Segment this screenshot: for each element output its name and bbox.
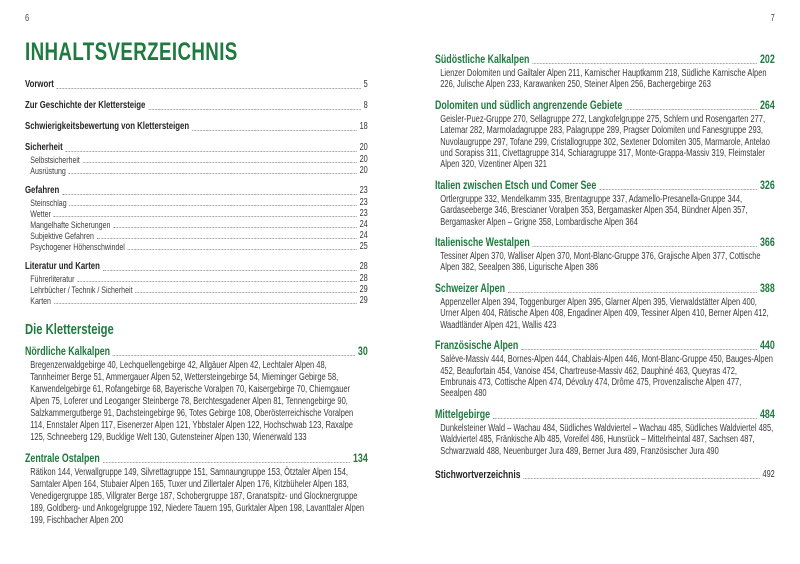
toc-entry-page: 24 bbox=[359, 219, 368, 230]
toc-entry-page: 25 bbox=[359, 241, 368, 252]
toc-entry-vorwort bbox=[25, 79, 368, 91]
toc-entry-page: 28 bbox=[359, 273, 368, 284]
section-label: Zentrale Ostalpen bbox=[25, 451, 100, 465]
toc-entry-gefahren bbox=[25, 185, 368, 197]
section-italienische-westalpen bbox=[435, 235, 775, 274]
toc-entry-label: Selbstsicherheit bbox=[30, 154, 80, 165]
section-page: 484 bbox=[759, 406, 775, 421]
dot-leader bbox=[113, 227, 356, 228]
dot-leader bbox=[69, 173, 357, 174]
toc-entry-page: 492 bbox=[762, 468, 775, 480]
toc-entry-label: Lehrbücher / Technik / Sicherheit bbox=[30, 284, 133, 295]
section-title-row bbox=[435, 235, 775, 249]
section-label: Dolomiten und südlich angrenzende Gebiete bbox=[435, 97, 623, 112]
section-page: 30 bbox=[357, 344, 368, 358]
page-right bbox=[435, 13, 775, 481]
section-body: Appenzeller Alpen 394, Toggenburger Alpen 395, Glarner Alpen 395, Vierwaldstätter Alpen 400, Urner Alpen 404, Rätische Alpen 408, Engadiner Alpen 409, Tessiner Alpen 410, Berner Alpen 412, Waadtländer Alpen 421, Wallis 423 bbox=[440, 296, 769, 331]
toc-entry-label: Stichwortverzeichnis bbox=[435, 468, 521, 481]
toc-entry-page: 23 bbox=[359, 208, 368, 219]
section-page: 440 bbox=[759, 338, 775, 353]
toc-entry-page: 28 bbox=[359, 261, 368, 272]
dot-leader bbox=[77, 281, 356, 282]
section-suedoestliche-kalkalpen bbox=[435, 52, 775, 91]
section-body: Ortlergruppe 332, Mendelkamm 335, Brentagruppe 337, Adamello-Presanella-Gruppe 344, Gardaseeberge 346, Brescianer Voralpen 353, Bergamasker Alpen 354, Bündner Alpen 357, Bergamasker Alpen – Grigne 358, Lombardische Alpen 364 bbox=[440, 193, 748, 228]
toc-entry-label: Subjektive Gefahren bbox=[30, 230, 94, 241]
toc-entry-literatur-und-karten bbox=[25, 261, 368, 273]
dot-leader bbox=[83, 162, 357, 163]
dot-leader bbox=[103, 462, 350, 463]
dot-leader bbox=[62, 194, 356, 195]
section-body: Bregenzerwaldgebirge 40, Lechquellengebirge 42, Allgäuer Alpen 42, Lechtaler Alpen 48, Tannheimer Berge 51, Ammergauer Alpen 52, Wettersteingebirge 54, Mieminger Gebirge 58, Karwendelgebirge 61, Rofangebirge 68, Bayerische Voralpen 70, Kaisergebirge 70, Chiemgauer Alpen 75, Loferer und Leoganger Steinberge 78, Berchtesgadener Alpen 81, Tennengebirge 90, Salzkammergutberge 91, Dachsteingebirge 96, Totes Gebirge 108, Oberösterreichische Voralpen 114, Ennstaler Alpen 117, Eisenerzer Alpen 121, Ybbstaler Alpen 122, Hochschwab 123, Raxalpe 125, Schneeberg 129, Bucklige Welt 130, Gutensteiner Alpen 130, Wienerwald 133 bbox=[30, 360, 354, 443]
toc-entry-label: Sicherheit bbox=[25, 142, 63, 153]
section-dolomiten bbox=[435, 98, 775, 171]
toc-entry-label: Mangelhafte Sicherungen bbox=[30, 219, 111, 230]
section-page: 366 bbox=[759, 235, 775, 250]
section-page: 326 bbox=[759, 177, 775, 192]
page-left bbox=[25, 13, 368, 527]
section-noerdliche-kalkalpen bbox=[25, 344, 368, 444]
section-label: Italien zwischen Etsch und Comer See bbox=[435, 177, 597, 192]
dot-leader bbox=[533, 246, 757, 247]
page-number-left: 6 bbox=[25, 13, 30, 24]
dot-leader bbox=[599, 189, 757, 190]
section-title-row bbox=[25, 451, 368, 465]
section-label: Französische Alpen bbox=[435, 338, 519, 353]
toc-entry-fuehrerliteratur bbox=[25, 273, 368, 284]
dot-leader bbox=[66, 151, 357, 152]
toc-title: INHALTSVERZEICHNIS bbox=[25, 38, 238, 66]
toc-entry-label: Schwierigkeitsbewertung von Klettersteigen bbox=[25, 121, 190, 132]
section-franzoesische-alpen bbox=[435, 338, 775, 400]
section-label: Nördliche Kalkalpen bbox=[25, 344, 111, 358]
toc-entry-geschichte bbox=[25, 100, 368, 112]
toc-entry-page: 8 bbox=[363, 100, 368, 111]
section-body: Dunkelsteiner Wald – Wachau 484, Südliches Waldviertel – Wachau 485, Südliches Waldviertel 485, Waldviertel 485, Fränkische Alb 485, Voreifel 486, Hunsrück – Mittelrheintal 487, Sachsen 487, Schwarzwald 488, Neuenburger Jura 489, Berner Jura 489, Französischer Jura 490 bbox=[440, 422, 774, 457]
toc-entry-page: 29 bbox=[359, 295, 368, 306]
section-body: Geisler-Puez-Gruppe 270, Sellagruppe 272, Langkofelgruppe 275, Schlern und Rosengarten 277, Latemar 282, Marmoladagruppe 283, Palagruppe 289, Pragser Dolomiten und Fanesgruppe 293, Nuvolaugruppe 297, Tofane 299, Cristallogruppe 302, Sextener Dolomiten 305, Marmarole, Antelao und Sorapiss 311, Civettagruppe 314, Schiaragruppe 317, Monte-Grappa-Massiv 319, Fleimstaler Alpen 320, Vizentiner Alpen 321 bbox=[440, 113, 770, 171]
section-title-row bbox=[435, 407, 775, 421]
page-number-right: 7 bbox=[770, 13, 775, 24]
section-body: Lienzer Dolomiten und Gailtaler Alpen 211, Karnischer Hauptkamm 218, Südliche Karnische Alpen 226, Julische Alpen 233, Karawanken 250, Steiner Alpen 256, Bachergebirge 263 bbox=[440, 68, 767, 91]
dot-leader bbox=[148, 109, 360, 110]
toc-entry-page: 20 bbox=[359, 165, 368, 176]
section-title-row bbox=[435, 178, 775, 192]
dot-leader bbox=[54, 216, 357, 217]
section-page: 134 bbox=[352, 451, 368, 465]
toc-entry-subjektive-gefahren bbox=[25, 230, 368, 241]
section-zentrale-ostalpen bbox=[25, 451, 368, 527]
toc-entry-label: Steinschlag bbox=[30, 197, 67, 208]
dot-leader bbox=[57, 88, 361, 89]
section-body: Salève-Massiv 444, Bornes-Alpen 444, Chablais-Alpen 446, Mont-Blanc-Gruppe 450, Bauges-Alpen 452, Beaufortain 454, Vanoise 454, Chartreuse-Massiv 462, Dauphiné 463, Queyras 472, Embrunais 473, Cottische Alpen 474, Dévoluy 474, Drôme 475, Provenzalische Alpen 477, Seealpen 480 bbox=[440, 354, 773, 400]
section-title-row bbox=[435, 52, 775, 66]
toc-entry-label: Vorwort bbox=[25, 79, 54, 90]
dot-leader bbox=[493, 418, 757, 419]
dot-leader bbox=[532, 63, 757, 64]
toc-entry-label: Zur Geschichte der Klettersteige bbox=[25, 100, 146, 111]
section-label: Mittelgebirge bbox=[435, 406, 491, 421]
toc-entry-wetter bbox=[25, 208, 368, 219]
section-title-row bbox=[25, 344, 368, 358]
section-label: Südöstliche Kalkalpen bbox=[435, 52, 530, 66]
section-label: Schweizer Alpen bbox=[435, 280, 505, 295]
toc-entry-page: 23 bbox=[359, 185, 368, 196]
dot-leader bbox=[113, 355, 355, 356]
toc-entry-label: Literatur und Karten bbox=[25, 261, 100, 272]
page-left-content bbox=[25, 13, 368, 527]
section-page: 264 bbox=[759, 97, 775, 112]
toc-entry-label: Karten bbox=[30, 295, 51, 306]
section-page: 202 bbox=[759, 52, 775, 66]
dot-leader bbox=[523, 478, 759, 479]
section-heading-die-klettersteige: Die Klettersteige bbox=[25, 321, 114, 338]
toc-entry-karten bbox=[25, 295, 368, 306]
section-body: Rätikon 144, Verwallgruppe 149, Silvrettagruppe 151, Samnaungruppe 153, Ötztaler Alpen 154, Sarntaler Alpen 164, Stubaier Alpen 165, Tuxer und Zillertaler Alpen 176, Kitzbüheler Alpen 183, Venedigergruppe 185, Villgrater Berge 187, Schobergruppe 187, Granatspitz- und Glocknergruppe 189, Goldberg- und Ankogelgruppe 192, Niedere Tauern 195, Gurktaler Alpen 198, Lavanttaler Alpen 199, Fischbacher Alpen 200 bbox=[30, 467, 365, 526]
toc-entry-page: 24 bbox=[359, 230, 368, 241]
toc-entry-page: 23 bbox=[359, 197, 368, 208]
section-label: Italienische Westalpen bbox=[435, 235, 530, 250]
toc-entry-ausruestung bbox=[25, 165, 368, 176]
dot-leader bbox=[128, 249, 357, 250]
toc-entry-page: 29 bbox=[359, 284, 368, 295]
toc-entry-label: Gefahren bbox=[25, 185, 60, 196]
toc-entry-label: Ausrüstung bbox=[30, 165, 66, 176]
toc-entry-page: 5 bbox=[363, 79, 368, 90]
section-schweizer-alpen bbox=[435, 281, 775, 331]
toc-entry-page: 20 bbox=[359, 142, 368, 153]
toc-entry-lehrbuecher bbox=[25, 284, 368, 295]
toc-entry-sicherheit bbox=[25, 142, 368, 154]
section-body: Tessiner Alpen 370, Walliser Alpen 370, Mont-Blanc-Gruppe 376, Grajische Alpen 377, Cottische Alpen 382, Seealpen 386, Ligurische Alpen 386 bbox=[440, 251, 761, 274]
section-title-row bbox=[435, 98, 775, 112]
section-page: 388 bbox=[759, 280, 775, 295]
section-italien-etsch-comer-see bbox=[435, 178, 775, 228]
toc-entry-schwierigkeitsbewertung bbox=[25, 121, 368, 133]
dot-leader bbox=[136, 292, 357, 293]
toc-entry-hoehenschwindel bbox=[25, 241, 368, 252]
dot-leader bbox=[103, 270, 357, 271]
section-title-row bbox=[435, 281, 775, 295]
dot-leader bbox=[54, 303, 357, 304]
dot-leader bbox=[97, 238, 357, 239]
toc-entry-label: Führerliteratur bbox=[30, 273, 75, 284]
toc-entry-page: 18 bbox=[359, 121, 368, 132]
section-title-row bbox=[435, 338, 775, 352]
page-right-content bbox=[435, 13, 775, 481]
toc-entry-steinschlag bbox=[25, 197, 368, 208]
dot-leader bbox=[625, 109, 757, 110]
dot-leader bbox=[192, 130, 356, 131]
dot-leader bbox=[508, 292, 757, 293]
toc-entry-stichwortverzeichnis bbox=[435, 467, 775, 481]
section-mittelgebirge bbox=[435, 407, 775, 457]
toc-entry-mangelhafte-sicherungen bbox=[25, 219, 368, 230]
toc-entry-label: Psychogener Höhenschwindel bbox=[30, 241, 125, 252]
dot-leader bbox=[70, 205, 357, 206]
toc-entry-selbstsicherheit bbox=[25, 154, 368, 165]
toc-entry-page: 20 bbox=[359, 154, 368, 165]
dot-leader bbox=[521, 349, 757, 350]
toc-entry-label: Wetter bbox=[30, 208, 51, 219]
